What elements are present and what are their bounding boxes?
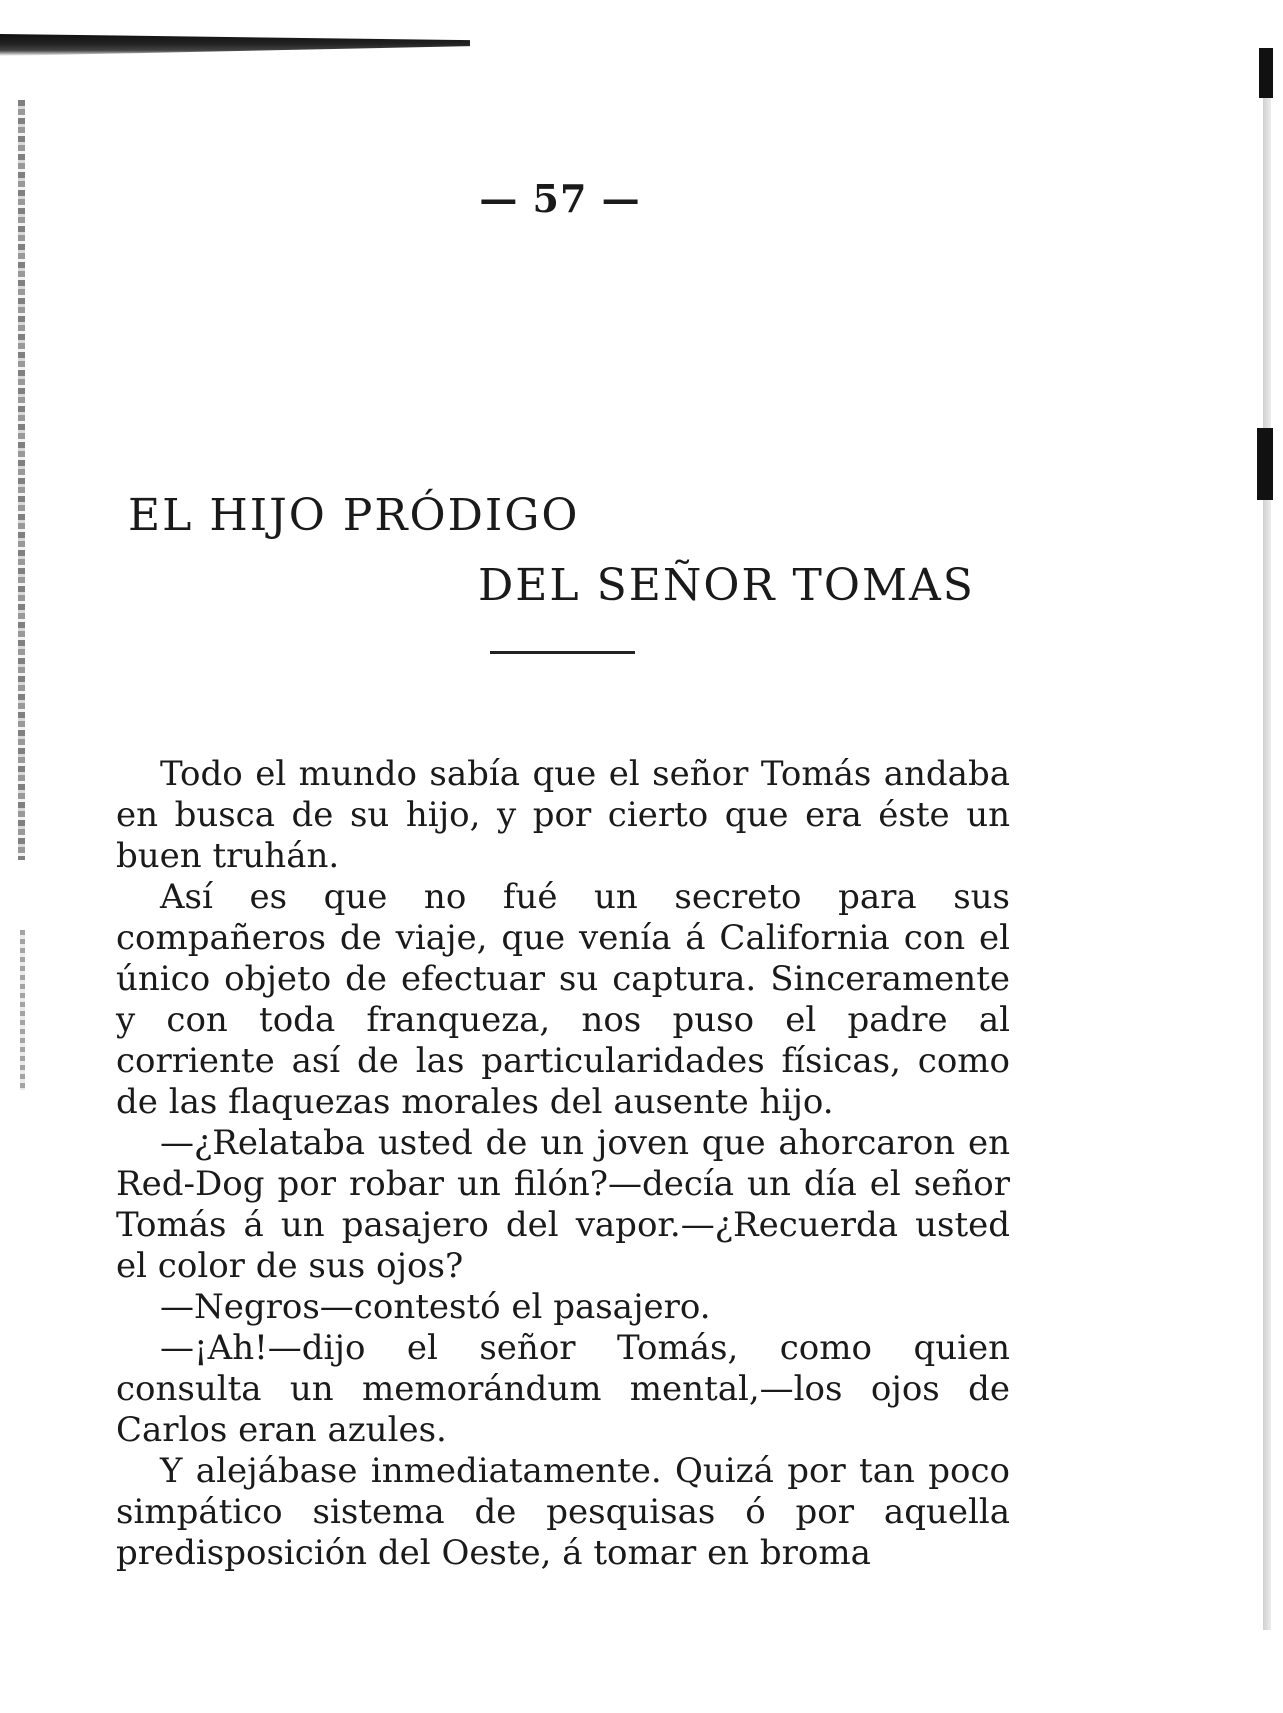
scan-mark-mid-right [1257, 428, 1273, 500]
page-number: — 57 — [479, 176, 641, 221]
scan-mark-top-right [1259, 48, 1273, 98]
scan-edge-left-lower [20, 930, 25, 1090]
scan-edge-right [1263, 50, 1271, 1630]
paragraph-6: Y alejábase inmediatamente. Quizá por tan poco simpático sistema de pesquisas ó por aquella predisposición del Oeste, á tomar en broma [116, 1451, 1010, 1573]
scan-edge-top [0, 34, 470, 56]
paragraph-4: —Negros—contestó el pasajero. [160, 1287, 711, 1327]
title-divider [490, 651, 635, 654]
paragraph-2: Así es que no fué un secreto para sus compañeros de viaje, que venía á California con el único objeto de efectuar su captura. Sinceramente y con toda franqueza, nos puso el padre al corriente así de las particularidades físicas, como de las flaquezas morales del ausente hijo. [116, 877, 1010, 1122]
chapter-title-line-2: DEL SEÑOR TOMAS [478, 560, 975, 611]
paragraph-5: —¡Ah!—dijo el señor Tomás, como quien consulta un memorándum mental,—los ojos de Carlos eran azules. [116, 1328, 1010, 1450]
paragraph-3: —¿Relataba usted de un joven que ahorcaron en Red-Dog por robar un filón?—decía un día el señor Tomás á un pasajero del vapor.—¿Recuerda usted el color de sus ojos? [116, 1123, 1010, 1286]
body-text [116, 754, 1010, 1574]
chapter-title-line-1: EL HIJO PRÓDIGO [128, 490, 580, 541]
paragraph-1: Todo el mundo sabía que el señor Tomás andaba en busca de su hijo, y por cierto que era éste un buen truhán. [116, 754, 1010, 876]
